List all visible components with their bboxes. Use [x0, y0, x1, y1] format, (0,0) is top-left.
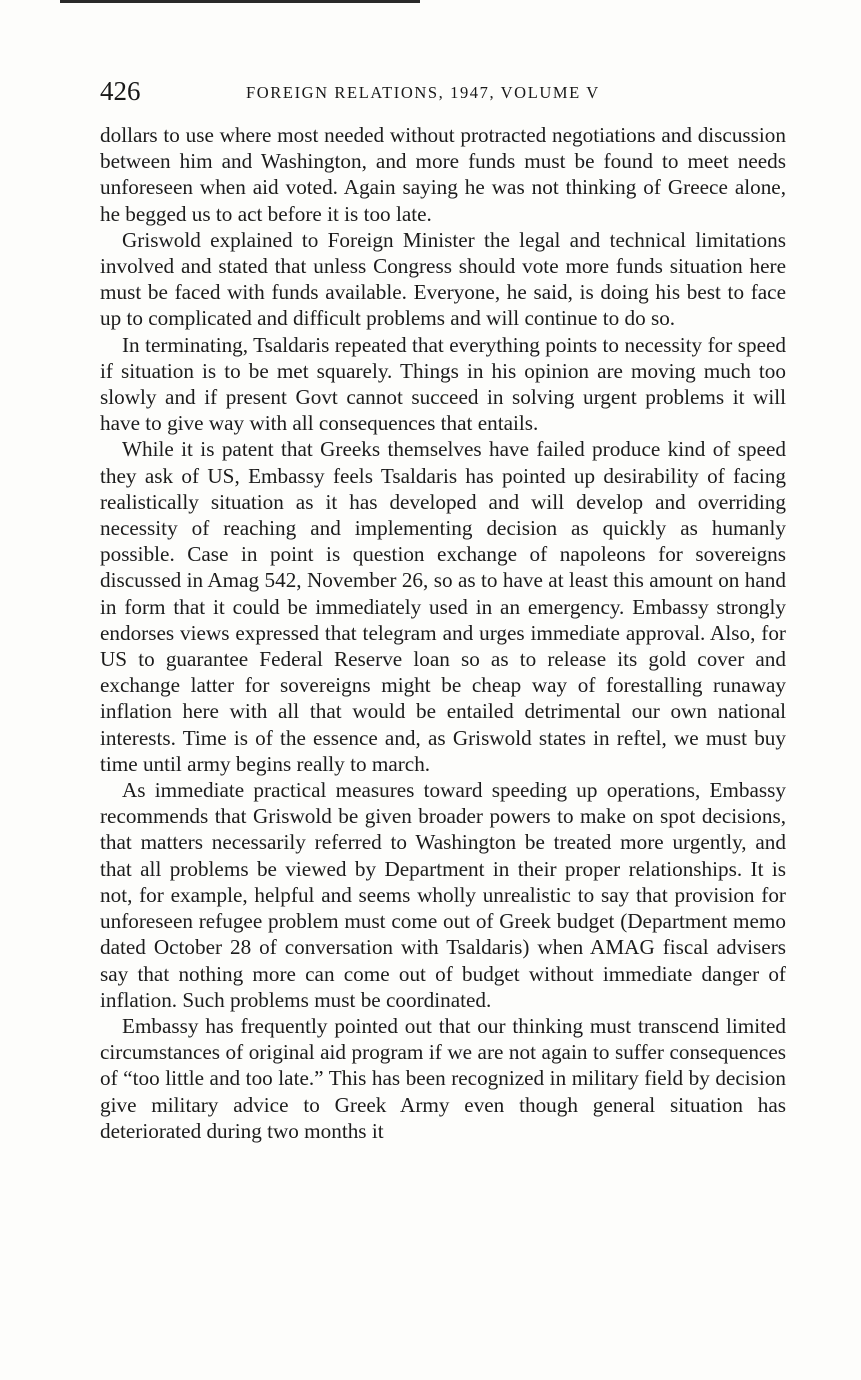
paragraph-4: While it is patent that Greeks themselves have failed produce kind of speed they ask of US, Embassy feels Tsaldaris has pointed up desirability of facing realistically situation as it has developed and will develop and overriding necessity of reaching and implementing decision as quickly as humanly possible. Case in point is question exchange of napoleons for sovereigns discussed in Amag 542, November 26, so as to have at least this amount on hand in form that it could be immediately used in an emergency. Embassy strongly endorses views expressed that telegram and urges immediate approval. Also, for US to guarantee Federal Reserve loan so as to release its gold cover and exchange latter for sovereigns might be cheap way of forestalling runaway inflation here with all that would be entailed detrimental our own national interests. Time is of the essence and, as Griswold states in reftel, we must buy time until army begins really to march.	[100, 437, 786, 776]
paragraph-1: dollars to use where most needed without protracted negotiations and discussion between him and Washington, and more funds must be found to meet needs unforeseen when aid voted. Again saying he was not thinking of Greece alone, he begged us to act before it is too late.	[100, 123, 786, 226]
body-text	[100, 122, 786, 1144]
page-number: 426	[100, 76, 141, 106]
paragraph-3: In terminating, Tsaldaris repeated that everything points to necessity for speed if situation is to be met squarely. Things in his opinion are moving much too slowly and if present Govt cannot succeed in solving urgent problems it will have to give way with all consequences that entails.	[100, 332, 786, 436]
paragraph-6: Embassy has frequently pointed out that our thinking must transcend limited circumstances of original aid program if we are not again to suffer consequences of “too little and too late.” This has been recognized in military field by decision give military advice to Greek Army even though general situation has deteriorated during two months it	[100, 1013, 786, 1143]
paragraph-5: As immediate practical measures toward speeding up operations, Embassy recommends that Griswold be given broader powers to make on spot decisions, that matters necessarily referred to Washington be treated more urgently, and that all problems be viewed by Department in their proper relationships. It is not, for example, helpful and seems wholly unrealistic to say that provision for unforeseen refugee problem must come out of Greek budget (Department memo dated October 28 of conversation with Tsaldaris) when AMAG fiscal advisers say that nothing more can come out of budget without immediate danger of inflation. Such problems must be coordinated.	[100, 778, 786, 1012]
top-rule	[60, 0, 420, 3]
running-title: FOREIGN RELATIONS, 1947, VOLUME V	[246, 83, 600, 102]
paragraph-2: Griswold explained to Foreign Minister the legal and technical limitations involved and stated that unless Congress should vote more funds situation here must be faced with funds available. Everyone, he said, is doing his best to face up to complicated and difficult problems and will continue to do so.	[100, 227, 786, 331]
running-head	[100, 74, 790, 108]
